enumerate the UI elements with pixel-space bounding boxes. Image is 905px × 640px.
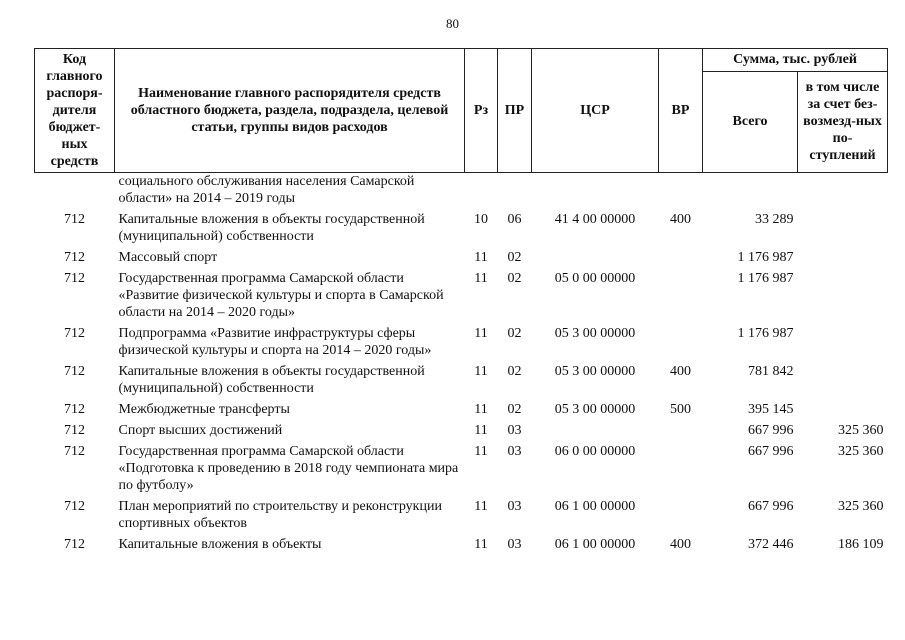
cell-vr [659, 266, 703, 321]
header-sum: Сумма, тыс. рублей [703, 49, 888, 72]
cell-pr: 02 [507, 271, 522, 286]
cell-rz: 11 [474, 423, 488, 438]
cell-name: Капитальные вложения в объекты [118, 537, 322, 552]
cell-csr: 05 3 00 00000 [554, 402, 636, 417]
table-row [35, 418, 888, 439]
cell-free: 325 360 [838, 423, 884, 438]
cell-rz: 11 [474, 537, 488, 552]
table-row [35, 439, 888, 494]
cell-code: 712 [64, 537, 85, 552]
cell-total: 667 996 [748, 444, 794, 459]
cell-rz: 11 [474, 499, 488, 514]
cell-csr: 05 0 00 00000 [554, 271, 636, 286]
table-row [35, 173, 888, 208]
cell-csr: 06 0 00 00000 [554, 444, 636, 459]
cell-total: 667 996 [748, 423, 794, 438]
cell-free: 325 360 [838, 499, 884, 514]
header-pr: ПР [498, 49, 532, 173]
cell-total [703, 173, 798, 208]
cell-free [798, 397, 888, 418]
cell-code: 712 [64, 364, 85, 379]
cell-name: Межбюджетные трансферты [118, 402, 290, 417]
cell-pr: 02 [507, 402, 522, 417]
cell-pr: 02 [507, 326, 522, 341]
cell-name: Подпрограмма «Развитие инфраструктуры сферы физической культуры и спорта на 2014 – 2020 годы» [118, 326, 432, 358]
table-row [35, 266, 888, 321]
cell-name: Капитальные вложения в объекты государственной (муниципальной) собственности [118, 364, 425, 396]
cell-free [798, 207, 888, 245]
cell-vr [659, 321, 703, 359]
cell-csr [532, 245, 659, 266]
header-vr: ВР [659, 49, 703, 173]
cell-total: 372 446 [748, 537, 794, 552]
cell-free: 325 360 [838, 444, 884, 459]
page-number: 80 [446, 16, 459, 31]
cell-rz: 11 [474, 326, 488, 341]
table-row [35, 397, 888, 418]
cell-total: 33 289 [755, 212, 794, 227]
header-name: Наименование главного распорядителя средств областного бюджета, раздела, подраздела, целевой статьи, группы видов расходов [115, 49, 465, 173]
cell-pr: 06 [507, 212, 522, 227]
cell-vr [659, 245, 703, 266]
cell-csr: 41 4 00 00000 [554, 212, 636, 227]
cell-name: План мероприятий по строительству и реконструкции спортивных объектов [118, 499, 442, 531]
cell-rz [465, 173, 498, 208]
cell-csr: 05 3 00 00000 [554, 364, 636, 379]
cell-rz: 11 [474, 364, 488, 379]
cell-free [798, 245, 888, 266]
cell-pr: 02 [507, 250, 522, 265]
cell-rz: 11 [474, 271, 488, 286]
cell-pr: 03 [507, 499, 522, 514]
cell-vr: 500 [670, 402, 691, 417]
table-row [35, 207, 888, 245]
cell-name: Государственная программа Самарской области «Развитие физической культуры и спорта в Самарской области на 2014 – 2020 годы» [118, 271, 444, 320]
cell-csr: 05 3 00 00000 [554, 326, 636, 341]
table-row [35, 321, 888, 359]
cell-vr [659, 439, 703, 494]
cell-name: Капитальные вложения в объекты государственной (муниципальной) собственности [118, 212, 425, 244]
cell-total: 1 176 987 [737, 326, 794, 341]
cell-free: 186 109 [838, 537, 884, 552]
header-code: Код главного распоря-дителя бюджет-ных средств [35, 49, 115, 173]
cell-code: 712 [64, 444, 85, 459]
table-body [35, 173, 888, 554]
cell-code: 712 [64, 326, 85, 341]
cell-pr [498, 173, 532, 208]
cell-vr [659, 418, 703, 439]
table-row [35, 359, 888, 397]
cell-free [798, 359, 888, 397]
cell-total: 1 176 987 [737, 271, 794, 286]
cell-csr [532, 173, 659, 208]
cell-pr: 03 [507, 444, 522, 459]
cell-name: социального обслуживания населения Самарской области» на 2014 – 2019 годы [118, 174, 415, 206]
cell-total: 1 176 987 [737, 250, 794, 265]
cell-total: 667 996 [748, 499, 794, 514]
header-free: в том числе за счет без-возмезд-ных по-ступлений [798, 71, 888, 172]
cell-csr: 06 1 00 00000 [554, 499, 636, 514]
cell-code: 712 [64, 499, 85, 514]
header-rz: Рз [465, 49, 498, 173]
cell-free [798, 321, 888, 359]
cell-free [798, 173, 888, 208]
cell-vr: 400 [670, 537, 691, 552]
header-total: Всего [703, 71, 798, 172]
cell-vr [659, 494, 703, 532]
cell-rz: 11 [474, 444, 488, 459]
cell-csr: 06 1 00 00000 [554, 537, 636, 552]
table-header [35, 49, 888, 173]
cell-code: 712 [64, 212, 85, 227]
cell-vr: 400 [670, 364, 691, 379]
cell-pr: 03 [507, 423, 522, 438]
header-csr: ЦСР [532, 49, 659, 173]
table-row [35, 245, 888, 266]
cell-name: Спорт высших достижений [118, 423, 283, 438]
cell-csr [532, 418, 659, 439]
cell-code: 712 [64, 423, 85, 438]
cell-rz: 11 [474, 402, 488, 417]
cell-code [35, 173, 115, 208]
cell-free [798, 266, 888, 321]
cell-name: Массовый спорт [118, 250, 218, 265]
budget-table [34, 48, 888, 553]
cell-code: 712 [64, 402, 85, 417]
cell-vr: 400 [670, 212, 691, 227]
cell-rz: 11 [474, 250, 488, 265]
cell-vr [659, 173, 703, 208]
table-row [35, 494, 888, 532]
cell-code: 712 [64, 250, 85, 265]
cell-code: 712 [64, 271, 85, 286]
cell-name: Государственная программа Самарской области «Подготовка к проведению в 2018 году чемпионата мира по футболу» [118, 444, 459, 493]
cell-total: 395 145 [748, 402, 794, 417]
table-row [35, 532, 888, 553]
cell-total: 781 842 [748, 364, 794, 379]
cell-rz: 10 [474, 212, 488, 227]
cell-pr: 03 [507, 537, 522, 552]
cell-pr: 02 [507, 364, 522, 379]
